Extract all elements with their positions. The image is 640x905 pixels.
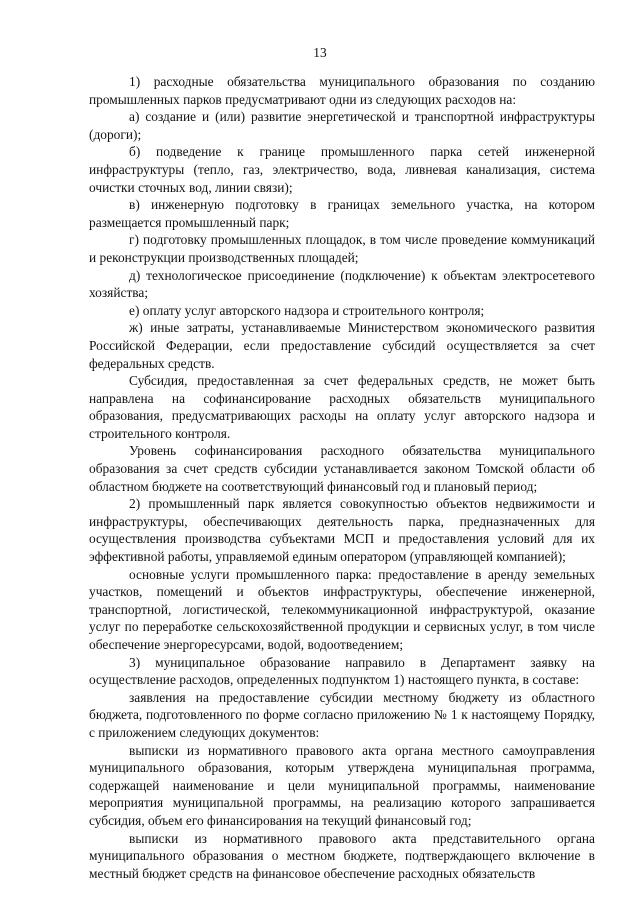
document-body	[89, 73, 595, 882]
paragraph-1e: д) технологическое присоединение (подключение) к объектам электросетевого хозяйства;	[89, 267, 595, 301]
paragraph-application: заявления на предоставление субсидии местному бюджету из областного бюджета, подготовленного по форме согласно приложению № 1 к настоящему Порядку, с приложением следующих документов:	[89, 689, 595, 740]
paragraph-extract-budget: выписки из нормативного правового акта представительного органа муниципального образования о местном бюджете, подтверждающего включение в местный бюджет средств на финансовое обеспечение расходных обязательств	[89, 830, 595, 881]
paragraph-2: 2) промышленный парк является совокупностью объектов недвижимости и инфраструктуры, обеспечивающих деятельность парка, предназначенных для осуществления производства субъектами МСП и предоставления условий для их эффективной работы, управляемой единым оператором (управляющей компанией);	[89, 496, 595, 565]
paragraph-3: 3) муниципальное образование направило в Департамент заявку на осуществление расходов, определенных подпунктом 1) настоящего пункта, в составе:	[89, 654, 595, 688]
paragraph-1a: а) создание и (или) развитие энергетической и транспортной инфраструктуры (дороги);	[89, 109, 595, 142]
paragraph-extract-program: выписки из нормативного правового акта органа местного самоуправления муниципального образования, которым утверждена муниципальная программа, содержащей наименование и цели муниципальной программы, наименование мероприятия муниципальной программы, на реализацию которого запрашивается субсидия, объем его финансирования на текущий финансовый год;	[89, 742, 595, 828]
paragraph-1: 1) расходные обязательства муниципального образования по созданию промышленных парков предусматривают одни из следующих расходов на:	[89, 74, 595, 107]
paragraph-subsidy-federal: Субсидия, предоставленная за счет федеральных средств, не может быть направлена на софинансирование расходных обязательств муниципального образования, предусматривающих расходы на оплату услуг авторского надзора и строительного контроля.	[89, 373, 595, 441]
paragraph-cofinancing-level: Уровень софинансирования расходного обязательства муниципального образования за счет средств субсидии устанавливается законом Томской области об областном бюджете на соответствующий финансовый год и плановый период;	[89, 443, 595, 494]
page-number: 13	[313, 45, 327, 60]
paragraph-1c: в) инженерную подготовку в границах земельного участка, на котором размещается промышленный парк;	[89, 197, 595, 230]
paragraph-1g: ж) иные затраты, устанавливаемые Министерством экономического развития Российской Федерации, если предоставление субсидий осуществляется за счет федеральных средств.	[89, 320, 595, 371]
paragraph-1f: е) оплату услуг авторского надзора и строительного контроля;	[129, 302, 485, 318]
paragraph-1b: б) подведение к границе промышленного парка сетей инженерной инфраструктуры (тепло, газ, электричество, вода, ливневая канализация, система очистки сточных вод, линии связи);	[89, 144, 595, 195]
paragraph-park-services: основные услуги промышленного парка: предоставление в аренду земельных участков, помещений и объектов инфраструктуры, обеспечение инженерной, транспортной, логистической, телекоммуникационной инфраструктурой, оказание услуг по переработке сельскохозяйственной продукции и сервисных услуг, в том числе обеспечение энергоресурсами, водой, водоотведением;	[89, 566, 595, 652]
paragraph-1d: г) подготовку промышленных площадок, в том числе проведение коммуникаций и реконструкции производственных площадей;	[89, 232, 595, 265]
